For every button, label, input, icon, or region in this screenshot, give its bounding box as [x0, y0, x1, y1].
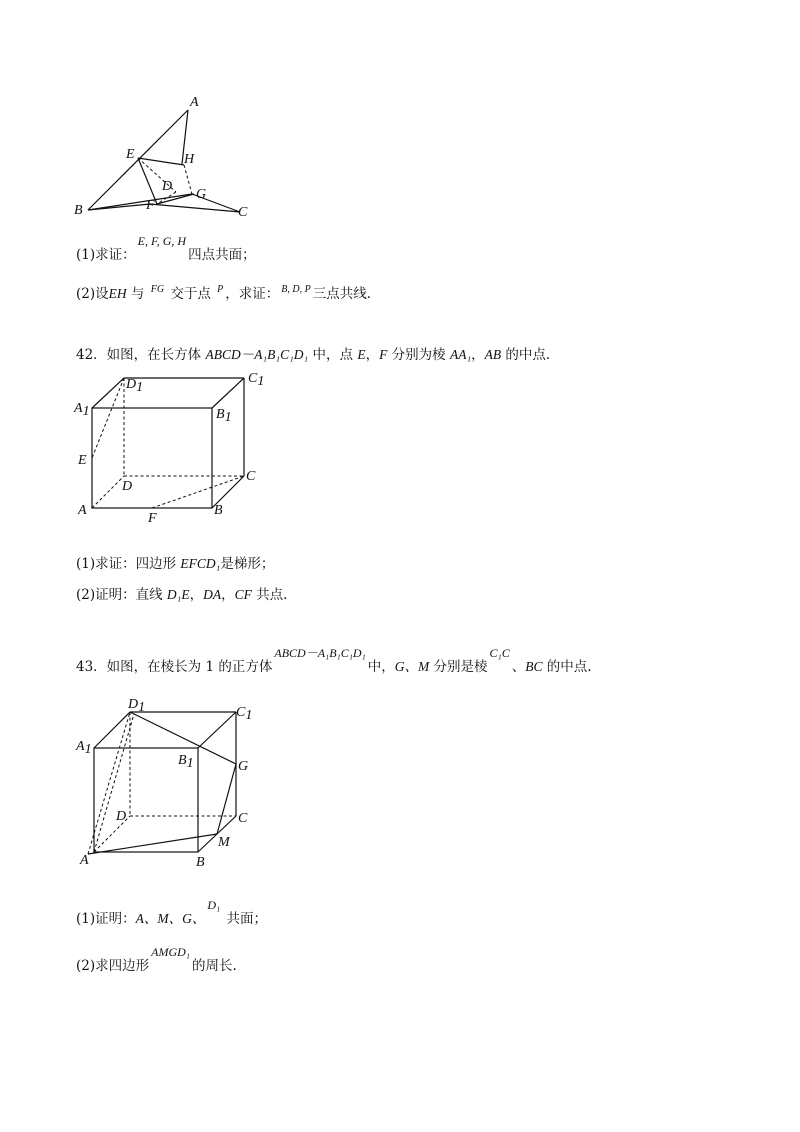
q43-figure [72, 692, 272, 872]
label-B1: B1 [216, 407, 232, 425]
label-C1: C1 [248, 371, 265, 389]
label-B: B [196, 855, 205, 870]
q42-part2: (2)证明：直线 D₁E，DA，CF 共点. [76, 587, 288, 603]
edge-D1E [92, 378, 124, 458]
label-C: C [246, 469, 256, 484]
q41-part2: (2)设EH 与 $^{FG}$ 交于点 $^P$ ，求证： $^{B, D, P}$ 三点共线. [76, 284, 372, 302]
edge-GM [217, 764, 236, 834]
label-B: B [74, 203, 83, 218]
label-B1: B1 [178, 753, 194, 771]
label-A: A [78, 503, 87, 518]
label-A1: A1 [74, 401, 90, 419]
q43-part2: (2)求四边形AMGD₁的周长. [76, 945, 237, 974]
label-D1: D1 [128, 697, 146, 715]
edge-EH [138, 158, 184, 165]
edge-FC [150, 204, 240, 212]
label-A: A [80, 853, 89, 868]
edge-AB [88, 110, 188, 210]
label-A: A [190, 95, 199, 110]
edge-B1C1 [212, 378, 244, 408]
edge-A1D1 [92, 378, 124, 408]
label-F: F [148, 511, 157, 525]
label-F: F [146, 198, 155, 213]
label-C: C [238, 811, 248, 826]
q42-part1: (1)求证：四边形 EFCD₁是梯形； [76, 556, 275, 572]
label-D: D [122, 479, 133, 494]
label-M: M [218, 835, 230, 850]
label-D1: D1 [126, 377, 144, 395]
q43-part1: (1)证明：A、M、G、D₁ 共面； [76, 898, 268, 927]
label-D: D [162, 179, 173, 194]
q41-part1: (1)求证：E, F, G, H四点共面； [76, 234, 256, 263]
edge-BG [88, 194, 192, 210]
edge-FC [152, 476, 244, 508]
label-D: D [116, 809, 127, 824]
q42-figure [72, 370, 272, 525]
label-C: C [238, 205, 248, 220]
q43-stem: 43．如图，在棱长为 1 的正方体ABCD－A₁B₁C₁D₁中，G、M 分别是棱C₁C、BC 的中点. [76, 646, 592, 675]
label-H: H [184, 152, 195, 167]
label-G: G [196, 187, 207, 202]
label-E: E [126, 147, 135, 162]
q42-stem: 42．如图，在长方体 ABCD－A₁B₁C₁D₁ 中，点 E，F 分别为棱 AA₁，AB 的中点. [76, 347, 551, 363]
edge-HG [184, 165, 192, 194]
label-A1: A1 [76, 739, 92, 757]
label-G: G [238, 759, 249, 774]
label-C1: C1 [236, 705, 253, 723]
edge-AD [92, 476, 124, 508]
edge-B1C1 [198, 712, 236, 748]
label-E: E [78, 453, 87, 468]
label-B: B [214, 503, 223, 518]
q41-figure [70, 92, 260, 222]
